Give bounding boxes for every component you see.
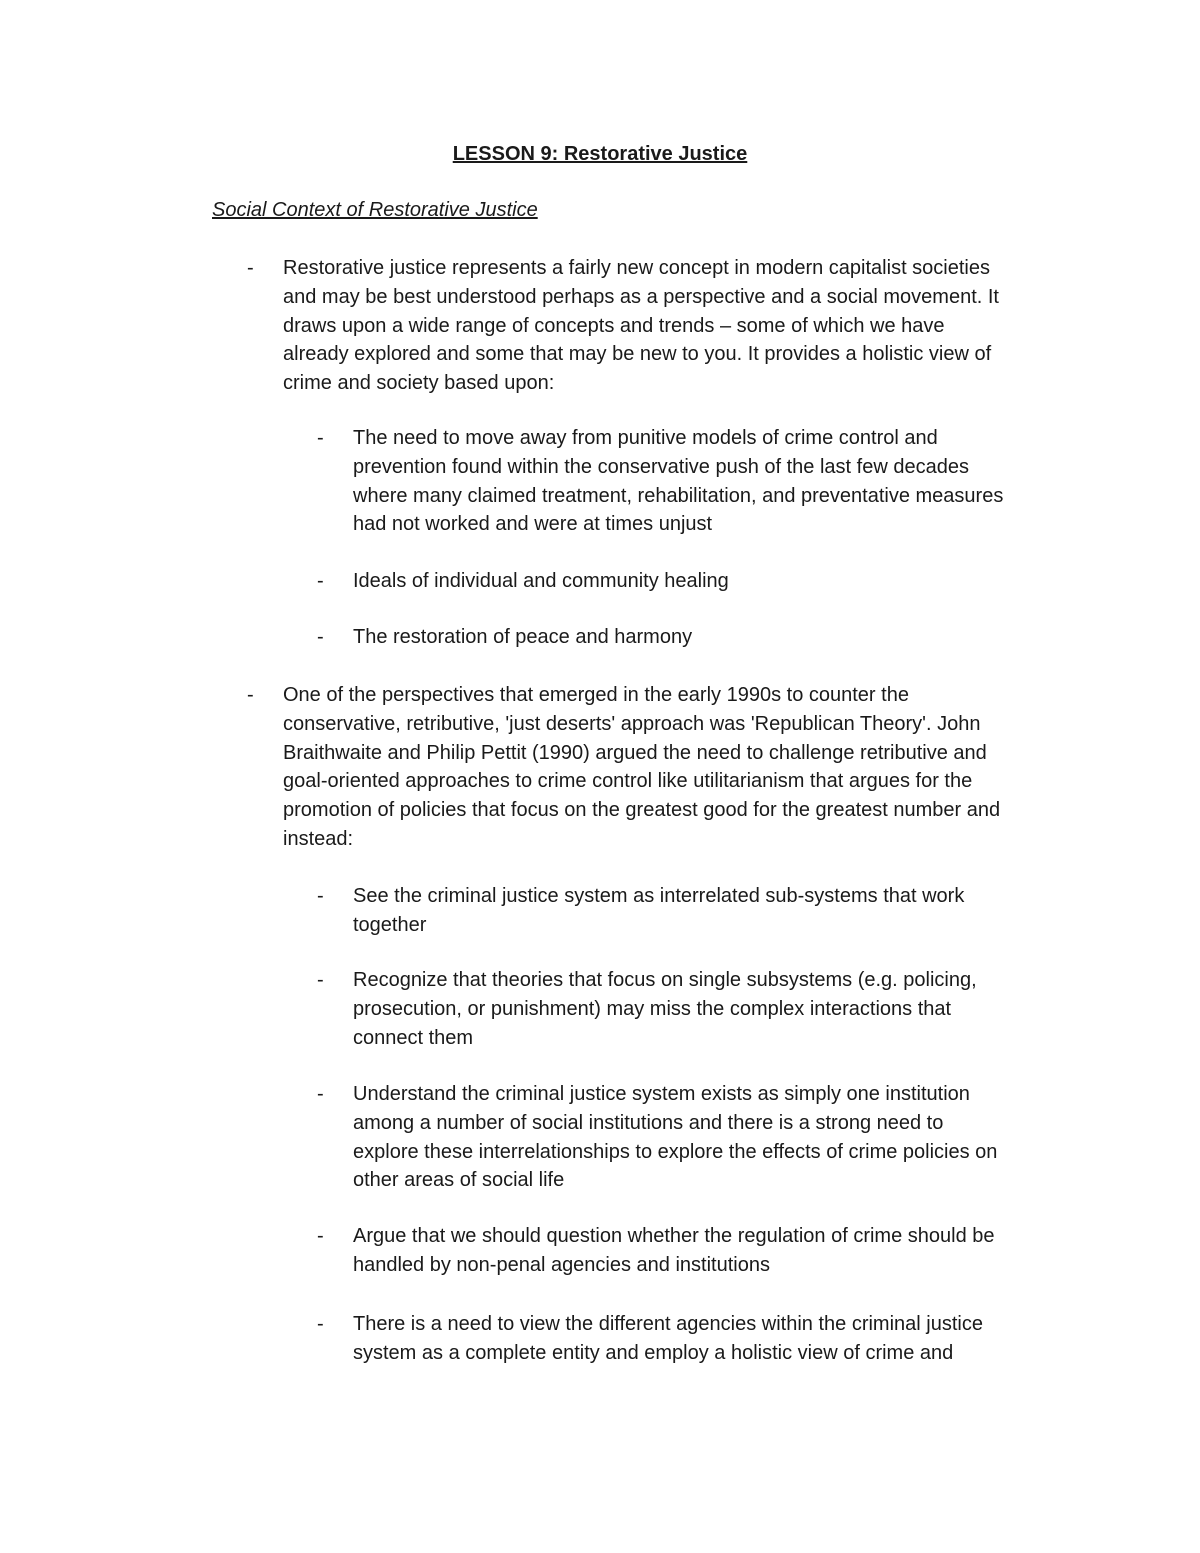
bullet-dash: -: [317, 1225, 324, 1247]
sub-list-item-text: Understand the criminal justice system exists as simply one institution among a number of social institutions and there is a strong need to explore these interrelationships to explore the effects of crime policies on other areas of social life: [353, 1083, 998, 1192]
page-title: LESSON 9: Restorative Justice: [452, 143, 748, 165]
bullet-dash: -: [247, 257, 254, 279]
list-item-text: One of the perspectives that emerged in the early 1990s to counter the conservative, retributive, 'just deserts' approach was 'Republican Theory'. John Braithwaite and Philip Pettit (1990) argued the need to challenge retributive and goal-oriented approaches to crime control like utilitarianism that argues for the promotion of policies that focus on the greatest good for the greatest number and instead:: [283, 684, 1001, 850]
sub-list-item-text: Argue that we should question whether the regulation of crime should be handled by non-penal agencies and institutions: [353, 1225, 995, 1276]
bullet-dash: -: [317, 1083, 324, 1105]
bullet-dash: -: [317, 885, 324, 907]
list-item-text: Restorative justice represents a fairly new concept in modern capitalist societies and may be best understood perhaps as a perspective and a social movement. It draws upon a wide range of concepts and trends – some of which we have already explored and some that may be new to you. It provides a holistic view of crime and society based upon:: [283, 257, 999, 395]
bullet-dash: -: [317, 626, 324, 648]
bullet-dash: -: [317, 1313, 324, 1335]
bullet-dash: -: [317, 969, 324, 991]
sub-list-item-text: There is a need to view the different agencies within the criminal justice system as a complete entity and employ a holistic view of crime and: [353, 1313, 983, 1364]
sub-list-item-text: See the criminal justice system as interrelated sub-systems that work together: [353, 885, 965, 936]
bullet-dash: -: [247, 684, 254, 706]
sub-list-item-text: Recognize that theories that focus on single subsystems (e.g. policing, prosecution, or punishment) may miss the complex interactions that connect them: [353, 969, 977, 1049]
section-heading: Social Context of Restorative Justice: [212, 199, 538, 221]
bullet-dash: -: [317, 570, 324, 592]
bullet-dash: -: [317, 427, 324, 449]
sub-list-item-text: Ideals of individual and community healing: [353, 570, 729, 592]
sub-list-item-text: The need to move away from punitive models of crime control and prevention found within the conservative push of the last few decades where many claimed treatment, rehabilitation, and preventative measures had not worked and were at times unjust: [353, 427, 1004, 536]
sub-list-item-text: The restoration of peace and harmony: [353, 626, 693, 648]
